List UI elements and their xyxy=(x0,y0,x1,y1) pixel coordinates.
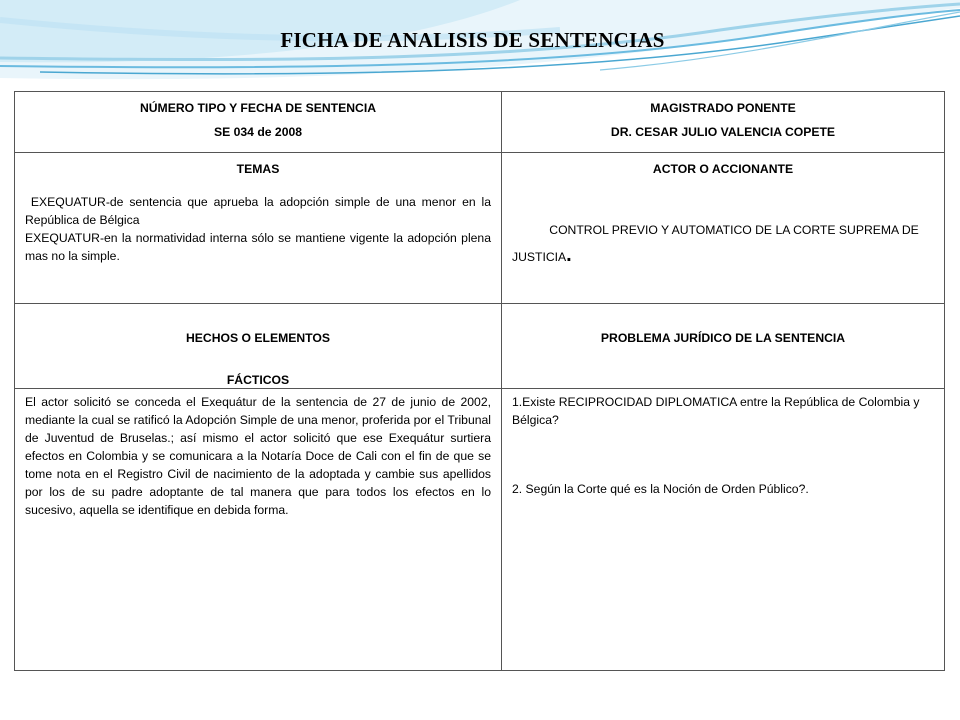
table-row xyxy=(15,92,945,153)
magistrate-value: DR. CESAR JULIO VALENCIA COPETE xyxy=(610,125,836,139)
table-row xyxy=(15,153,945,304)
actor-text: CONTROL PREVIO Y AUTOMATICO DE LA CORTE SUPREMA DE JUSTICIA xyxy=(512,223,923,264)
legal-question-1: 1.Existe RECIPROCIDAD DIPLOMATICA entre la República de Colombia y Bélgica? xyxy=(512,395,920,427)
facts-heading-line1: HECHOS O ELEMENTOS xyxy=(185,331,330,345)
sentence-number-label: NÚMERO TIPO Y FECHA DE SENTENCIA xyxy=(139,101,377,115)
magistrate-label: MAGISTRADO PONENTE xyxy=(650,101,796,115)
topic-2-text: EXEQUATUR-en la normatividad interna sólo se mantiene vigente la adopción plena mas no la simple. xyxy=(25,231,491,263)
facts-heading-cell xyxy=(15,304,502,389)
facts-heading-line2: FÁCTICOS xyxy=(226,373,290,387)
table-row xyxy=(15,389,945,671)
legal-question-2: 2. Según la Corte qué es la Noción de Orden Público?. xyxy=(512,482,809,496)
facts-content-cell xyxy=(15,389,502,671)
actor-text-period: . xyxy=(566,244,572,266)
sentence-number-cell xyxy=(15,92,502,153)
legal-problem-heading: PROBLEMA JURÍDICO DE LA SENTENCIA xyxy=(600,331,846,345)
topic-1-text: EXEQUATUR-de sentencia que aprueba la adopción simple de una menor en la República de Bélgica xyxy=(25,195,495,227)
analysis-table xyxy=(14,91,945,671)
facts-text: El actor solicitó se conceda el Exequátur de la sentencia de 27 de junio de 2002, mediante la cual se ratificó la Adopción Simple de una menor, proferida por el Tribunal de Juventud de Bruselas.; así mismo el actor solicitó que ese Exequátur surtiera efectos en Colombia y se comunicara a la Notaría Doce de Cali con el fin de que se tome nota en el Registro Civil de nacimiento de la adoptada y cambie sus apellidos por los de su padre adoptante de tal manera que para todos los efectos en lo sucesivo, aquella se identifique en debida forma. xyxy=(25,395,491,517)
magistrate-cell xyxy=(502,92,945,153)
sentence-number-value: SE 034 de 2008 xyxy=(213,125,303,139)
actor-cell xyxy=(502,153,945,304)
legal-problem-content-cell xyxy=(502,389,945,671)
page-title: FICHA DE ANALISIS DE SENTENCIAS xyxy=(280,28,665,52)
actor-heading: ACTOR O ACCIONANTE xyxy=(652,162,794,176)
table-row xyxy=(15,304,945,389)
legal-problem-heading-cell xyxy=(502,304,945,389)
topics-cell xyxy=(15,153,502,304)
topics-heading: TEMAS xyxy=(236,162,280,176)
